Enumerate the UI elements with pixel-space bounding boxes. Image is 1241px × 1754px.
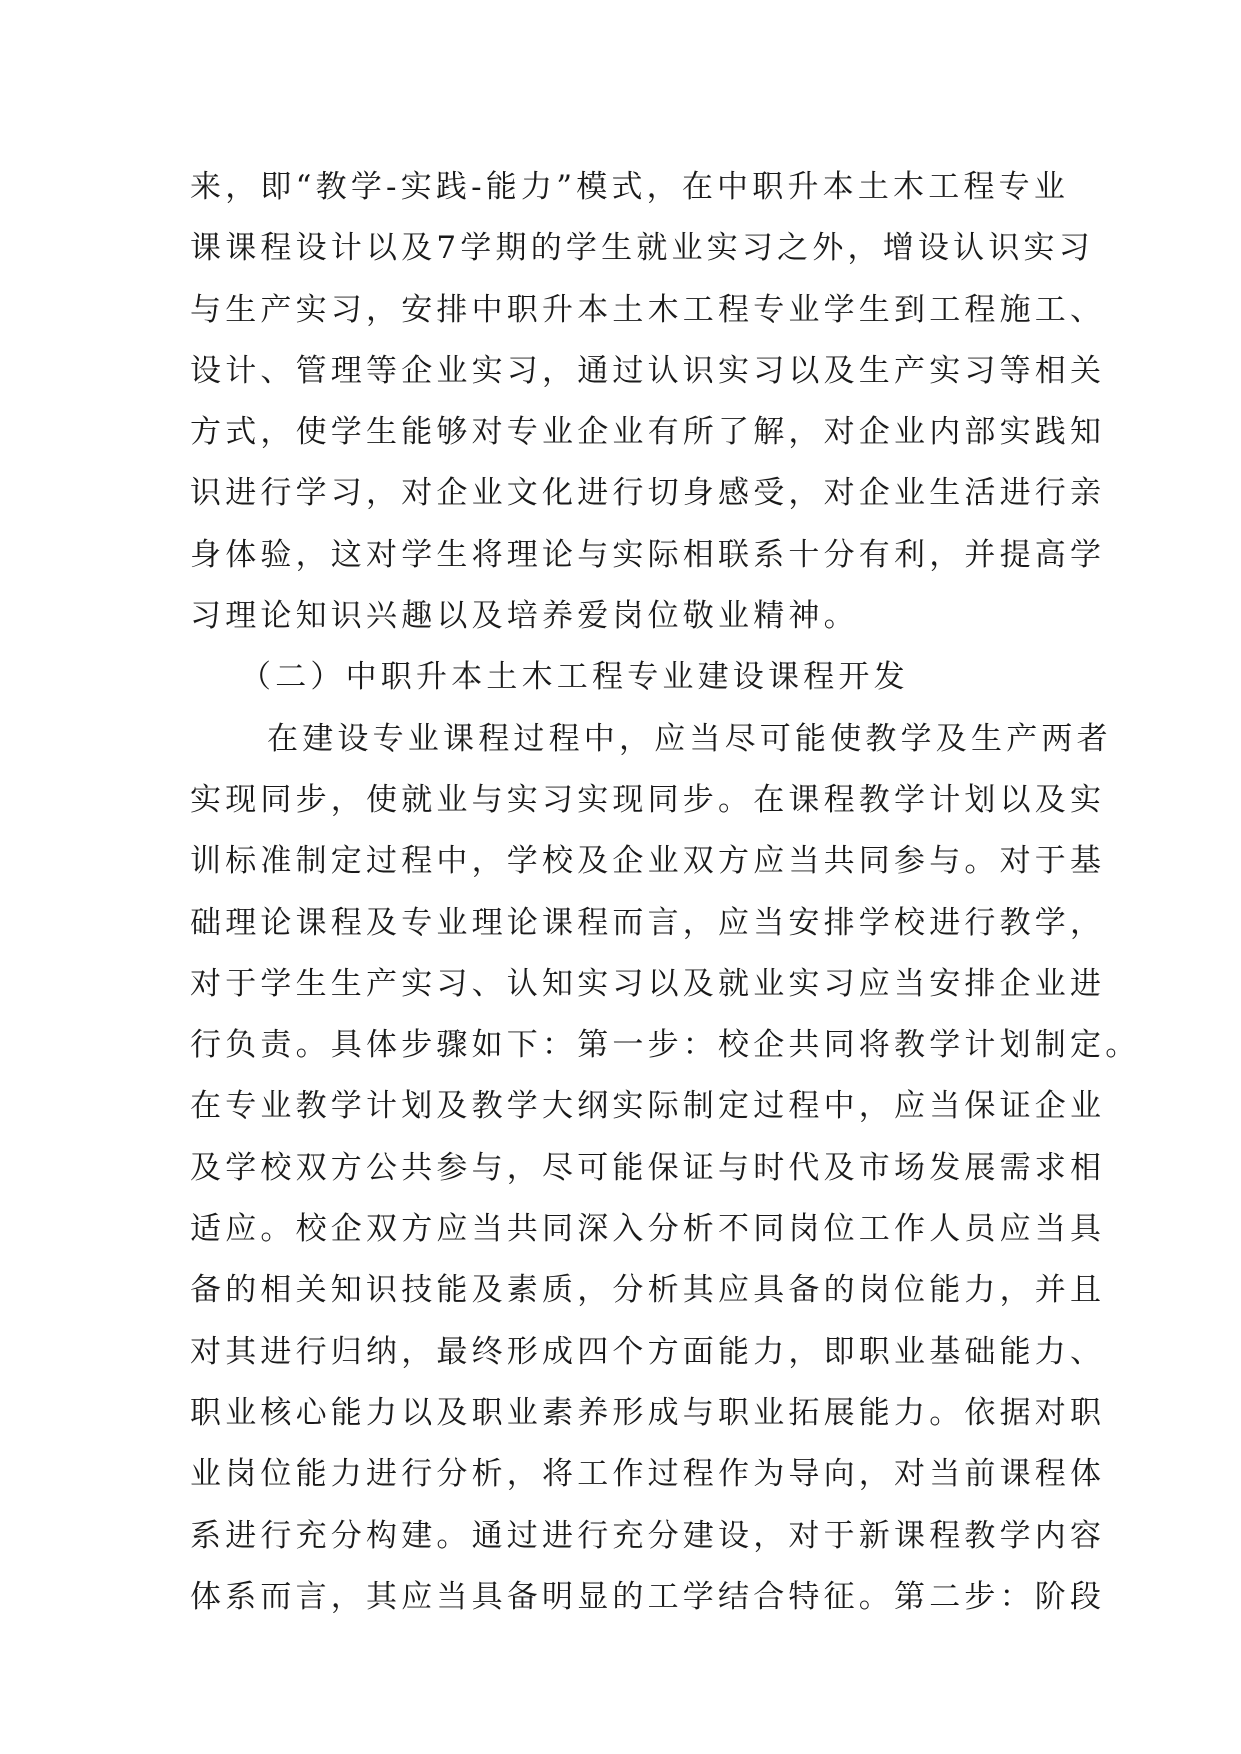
text-line: 与生产实习，安排中职升本土木工程专业学生到工程施工、 [190, 291, 1106, 328]
text-line: 课课程设计以及7学期的学生就业实习之外，增设认识实习 [190, 230, 1094, 267]
body-text [190, 157, 1141, 1628]
text-line: 设计、管理等企业实习，通过认识实习以及生产实习等相关 [190, 352, 1106, 389]
text-line: 系进行充分构建。通过进行充分建设，对于新课程教学内容 [190, 1517, 1106, 1554]
text-line: 体系而言，其应当具备明显的工学结合特征。第二步：阶段 [190, 1578, 1106, 1615]
section-heading: （二）中职升本土木工程专业建设课程开发 [240, 659, 909, 696]
text-line: 在专业教学计划及教学大纲实际制定过程中，应当保证企业 [190, 1088, 1106, 1125]
text-line: 训标准制定过程中，学校及企业双方应当共同参与。对于基 [190, 843, 1106, 880]
paragraph-first-line: 在建设专业课程过程中，应当尽可能使教学及生产两者 [267, 720, 1112, 757]
text-line: 行负责。具体步骤如下：第一步：校企共同将教学计划制定。 [190, 1027, 1141, 1064]
text-line: 业岗位能力进行分析，将工作过程作为导向，对当前课程体 [190, 1456, 1106, 1493]
text-line: 及学校双方公共参与，尽可能保证与时代及市场发展需求相 [190, 1149, 1106, 1186]
text-line: 对其进行归纳，最终形成四个方面能力，即职业基础能力、 [190, 1333, 1106, 1370]
text-line: 备的相关知识技能及素质，分析其应具备的岗位能力，并且 [190, 1272, 1106, 1309]
text-line: 来，即“教学-实践-能力”模式，在中职升本土木工程专业 [190, 169, 1070, 205]
text-line: 身体验，这对学生将理论与实际相联系十分有利，并提高学 [190, 536, 1106, 573]
text-line: 础理论课程及专业理论课程而言，应当安排学校进行教学， [190, 904, 1106, 941]
text-line: 职业核心能力以及职业素养形成与职业拓展能力。依据对职 [190, 1394, 1106, 1431]
text-line: 方式，使学生能够对专业企业有所了解，对企业内部实践知 [190, 414, 1106, 451]
text-line: 实现同步，使就业与实习实现同步。在课程教学计划以及实 [190, 781, 1106, 818]
text-line: 习理论知识兴趣以及培养爱岗位敬业精神。 [190, 598, 859, 635]
text-line: 识进行学习，对企业文化进行切身感受，对企业生活进行亲 [190, 475, 1106, 512]
text-line: 适应。校企双方应当共同深入分析不同岗位工作人员应当具 [190, 1211, 1106, 1248]
text-line: 对于学生生产实习、认知实习以及就业实习应当安排企业进 [190, 965, 1106, 1002]
